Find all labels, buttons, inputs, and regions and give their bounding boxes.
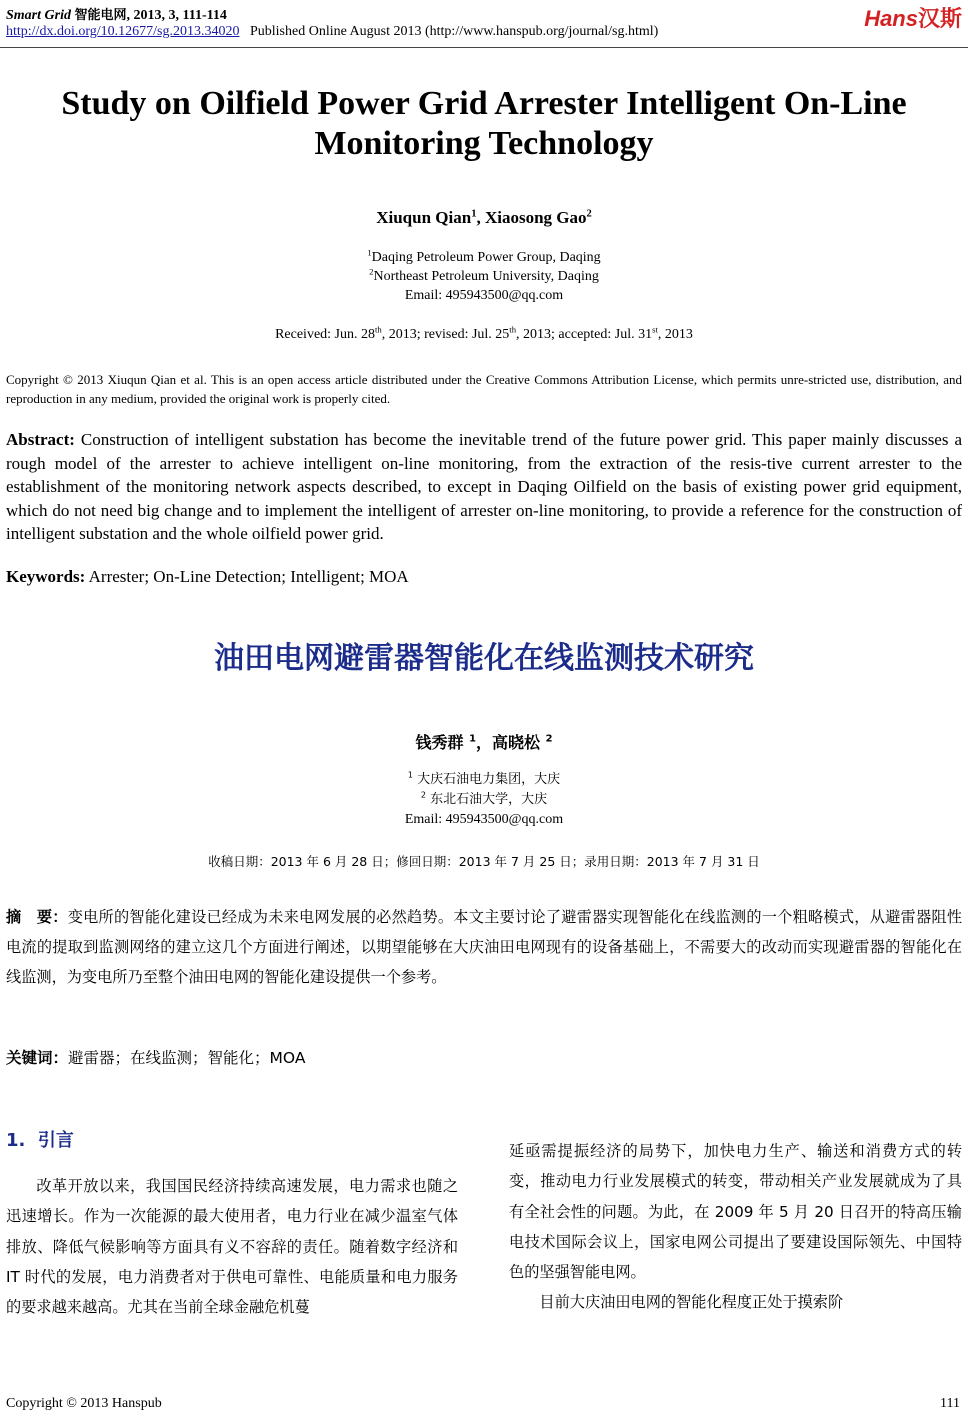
- journal-volume: , 2013, 3, 111-114: [126, 8, 227, 23]
- author-zh-1: 钱秀群: [415, 733, 464, 752]
- affiliation-zh-2: [0, 790, 968, 809]
- body-paragraph: 目前大庆油田电网的智能化程度正处于摸索阶: [539, 1293, 844, 1312]
- abstract-zh-text: 变电所的智能化建设已经成为未来电网发展的必然趋势。本文主要讨论了避雷器实现智能化在线监测的一个粗略模式，从避雷器阻性电流的提取到监测网络的建立这几个方面进行阐述，以期望能够在大庆油田电网现有的设备基础上，不需要大的改动而实现避雷器的智能化在线监测，为变电所乃至整个油田电网的智能化建设提供一个参考。: [6, 908, 963, 986]
- author-2: Xiaosong Gao: [484, 208, 587, 227]
- authors-en: Xiuqun Qian$^1$, Xiaosong Gao$^2$: [376, 208, 592, 227]
- author-1: Xiuqun Qian: [376, 208, 472, 227]
- affiliation-2: [0, 267, 968, 286]
- doi-line: [6, 24, 658, 40]
- affiliation-1: [0, 248, 968, 267]
- author-zh-2: 高晓松: [492, 733, 541, 752]
- accepted-text: , 2013; accepted: Jul. 31: [516, 327, 653, 342]
- authors-zh: [0, 730, 968, 753]
- title-en: [0, 84, 968, 164]
- received-text: Received: Jun. 28: [275, 327, 375, 342]
- keywords-text: Arrester; On-Line Detection; Intelligent; MOA: [85, 567, 409, 586]
- email-zh: Email: 495943500@qq.com: [404, 812, 564, 827]
- keywords-zh: [6, 1046, 962, 1068]
- copyright-notice: Copyright © 2013 Xiuqun Qian et al. This is an open access article distributed under the Creative Commons Attribution License, which permits unre-stricted use, distribution, and reproduction in any medium, provided the original work is properly cited.: [6, 372, 962, 406]
- section-heading: [6, 1126, 74, 1152]
- aff-zh-2-text: 东北石油大学，大庆: [430, 792, 548, 807]
- page-number: 111: [940, 1396, 960, 1411]
- footer-copyright: Copyright © 2013 Hanspub: [6, 1396, 162, 1411]
- email-en: Email: 495943500@qq.com: [404, 288, 564, 303]
- logo-text-zh: 汉斯: [917, 7, 962, 32]
- aff2-text: Northeast Petroleum University, Daqing: [373, 269, 599, 284]
- year-text: , 2013: [657, 327, 693, 342]
- abstract-text: Construction of intelligent substation has become the inevitable trend of the future power grid. This paper mainly discusses a rough model of the arrester to achieve intelligent on-line monitoring, from the extraction of the resis-tive current arrester to the establishment of the monitoring network aspects described, to except in Daqing Oilfield on the basis of existing power grid equipment, which do not need big change and to implement the intelligent of arrester on-line monitoring, to provide a reference for the construction of intelligent substation and the whole oilfield power grid.: [6, 430, 962, 543]
- journal-name-zh: 智能电网: [74, 8, 127, 23]
- author-1-sup: 1: [471, 208, 477, 220]
- received-sup: th: [375, 324, 382, 335]
- revised-sup: th: [509, 324, 517, 335]
- abstract-zh: [6, 902, 962, 992]
- title-en-line1: Study on Oilfield Power Grid Arrester Intelligent On-Line: [61, 85, 907, 122]
- aff-zh-1-sup: 1: [407, 770, 413, 780]
- author-zh-1-sup: 1: [469, 733, 476, 745]
- aff1-sup: 1: [367, 247, 372, 258]
- revised-text: , 2013; revised: Jul. 25: [381, 327, 510, 342]
- header-divider: [0, 47, 968, 48]
- author-zh-2-sup: 2: [545, 733, 553, 745]
- accepted-sup: st: [652, 324, 658, 335]
- abstract-en: [6, 428, 962, 546]
- aff-zh-1-text: 大庆石油电力集团，大庆: [417, 772, 561, 787]
- section-number: 1.: [6, 1130, 26, 1151]
- keywords-zh-label: 关键词：: [6, 1049, 69, 1067]
- aff2-sup: 2: [369, 266, 374, 277]
- author-zh-separator: ，: [475, 733, 492, 752]
- affiliation-zh-1: [0, 770, 968, 789]
- received-dates-en: [0, 324, 968, 343]
- title-en-line2: Monitoring Technology: [314, 125, 654, 162]
- section-title: 引言: [37, 1130, 74, 1151]
- body-paragraph: 改革开放以来，我国国民经济持续高速发展，电力需求也随之迅速增长。作为一次能源的最大使用者，电力行业在减少温室气体排放、降低气候影响等方面具有义不容辞的责任。随着数字经济和 IT 时代的发展，电力消费者对于供电可靠性、电能质量和电力服务的要求越来越高。尤其在当前全球金融危机蔓: [6, 1177, 458, 1317]
- doi-link[interactable]: http://dx.doi.org/10.12677/sg.2013.34020: [6, 24, 240, 39]
- title-zh: 油田电网避雷器智能化在线监测技术研究: [214, 641, 754, 676]
- body-paragraph: 延亟需提振经济的局势下，加快电力生产、输送和消费方式的转变，推动电力行业发展模式的转变，带动相关产业发展就成为了具有全社会性的问题。为此，在 2009 年 5 月 20 日召开的特高压输电技术国际会议上，国家电网公司提出了要建设国际领先、中国特色的坚强智能电网。: [509, 1142, 962, 1282]
- hans-logo: [864, 2, 962, 33]
- aff-zh-2-sup: 2: [420, 790, 426, 800]
- journal-header: [6, 4, 227, 24]
- body-column-right: [509, 1136, 962, 1318]
- published-note: Published Online August 2013 (http://www.hanspub.org/journal/sg.html): [249, 24, 659, 39]
- keywords-en: [6, 567, 962, 587]
- aff1-text: Daqing Petroleum Power Group, Daqing: [371, 250, 601, 265]
- journal-name: Smart Grid: [6, 8, 71, 23]
- body-column-left: [6, 1171, 458, 1322]
- abstract-label: Abstract:: [6, 430, 75, 449]
- abstract-zh-label: 摘 要：: [6, 908, 68, 926]
- keywords-zh-text: 避雷器；在线监测；智能化；MOA: [68, 1049, 306, 1067]
- author-2-sup: 2: [586, 208, 592, 220]
- logo-text-en: Hans: [864, 6, 918, 31]
- keywords-label: Keywords:: [6, 567, 86, 586]
- received-dates-zh: 收稿日期：2013 年 6 月 28 日；修回日期：2013 年 7 月 25 日；录用日期：2013 年 7 月 31 日: [208, 854, 760, 869]
